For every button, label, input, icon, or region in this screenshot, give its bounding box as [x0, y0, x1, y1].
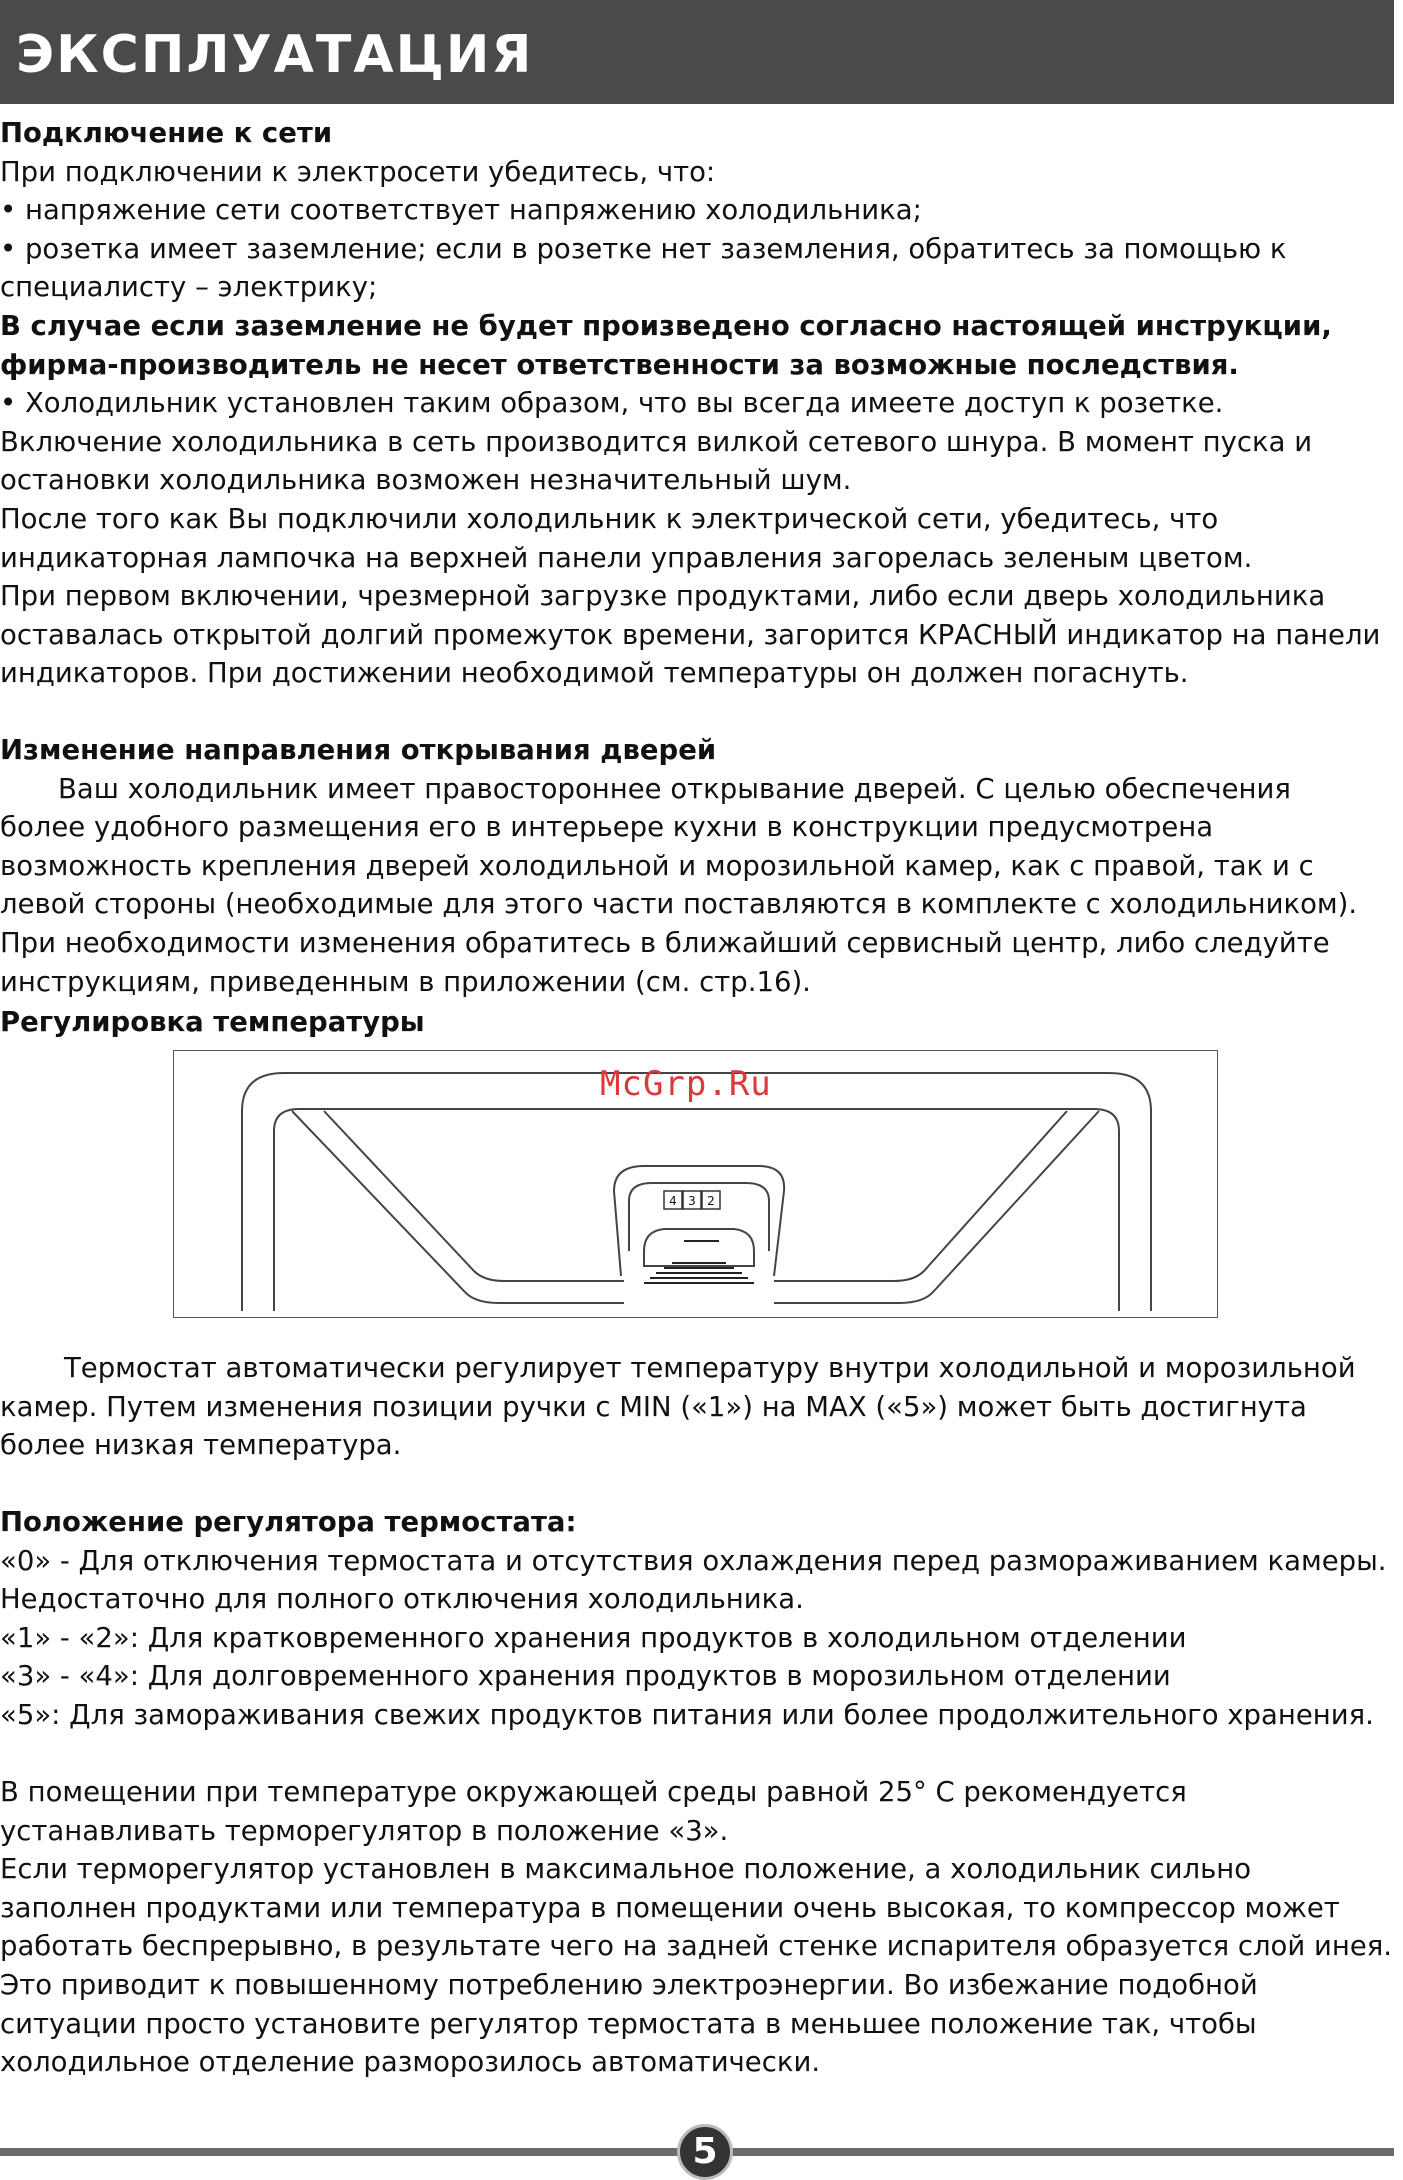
section-temperature-description: [0, 1349, 1400, 1465]
paragraph-line: Это приводит к повышенному потреблению электроэнергии. Во избежание подобной: [0, 1968, 1258, 2001]
watermark: McGrp.Ru: [600, 1064, 772, 1104]
section-title-positions: Положение регулятора термостата:: [0, 1506, 577, 1538]
paragraph-line: камер. Путем изменения позиции ручки с MIN («1») на MAX («5») может быть достигнута: [0, 1390, 1307, 1423]
section-power-connection: [0, 114, 1400, 693]
paragraph-line: индикаторная лампочка на верхней панели управления загорелась зеленым цветом.: [0, 541, 1253, 574]
dial-label: 3: [688, 1194, 696, 1208]
paragraph-line: Ваш холодильник имеет правостороннее открывание дверей. С целью обеспечения: [58, 772, 1291, 805]
paragraph-line: левой стороны (необходимые для этого части поставляются в комплекте с холодильником).: [0, 888, 1358, 921]
bullet-item-continuation: специалисту – электрику;: [0, 271, 378, 304]
paragraph-line: индикаторов. При достижении необходимой температуры он должен погаснуть.: [0, 657, 1189, 690]
position-item: «0» - Для отключения термостата и отсутствия охлаждения перед размораживанием камеры.: [0, 1544, 1387, 1577]
dial-label: 4: [669, 1194, 677, 1208]
paragraph-line: В помещении при температуре окружающей среды равной 25° С рекомендуется: [0, 1776, 1187, 1808]
page-title: ЭКСПЛУАТАЦИЯ: [16, 25, 534, 85]
section-recommendation: [0, 1773, 1400, 2082]
paragraph: При подключении к электросети убедитесь, что:: [0, 155, 716, 188]
page-header: [0, 0, 1394, 104]
section-door-direction: [0, 731, 1400, 1001]
paragraph-line: холодильное отделение разморозилось автоматически.: [0, 2046, 821, 2079]
paragraph-line: Включение холодильника в сеть производится вилкой сетевого шнура. В момент пуска и: [0, 425, 1313, 458]
paragraph-line: остановки холодильника возможен незначительный шум.: [0, 464, 852, 497]
dial-label: 2: [707, 1194, 715, 1208]
bullet-item: • розетка имеет заземление; если в розетке нет заземления, обратитесь за помощью к: [0, 230, 1400, 269]
position-item: «1» - «2»: Для кратковременного хранения продуктов в холодильном отделении: [0, 1621, 1187, 1654]
position-item: «5»: Для замораживания свежих продуктов питания или более продолжительного хранения.: [0, 1698, 1374, 1731]
paragraph-line: заполнен продуктами или температура в помещении очень высокая, то компрессор может: [0, 1891, 1340, 1924]
warning-text: фирма-производитель не несет ответственности за возможные последствия.: [0, 348, 1239, 381]
paragraph-line: При первом включении, чрезмерной загрузке продуктами, либо если дверь холодильника: [0, 580, 1326, 613]
paragraph-line: более низкая температура.: [0, 1429, 402, 1462]
bullet-item: • Холодильник установлен таким образом, что вы всегда имеете доступ к розетке.: [0, 384, 1400, 423]
page-number: 5: [692, 2131, 718, 2172]
page-number-badge: [677, 2124, 733, 2180]
paragraph-line: ситуации просто установите регулятор термостата в меньшее положение так, чтобы: [0, 2007, 1257, 2040]
paragraph-line: устанавливать терморегулятор в положение «3».: [0, 1814, 729, 1847]
paragraph-line: Если терморегулятор установлен в максимальное положение, а холодильник сильно: [0, 1853, 1252, 1886]
paragraph-line: возможность крепления дверей холодильной и морозильной камер, как с правой, так и с: [0, 849, 1314, 882]
paragraph-line: При необходимости изменения обратитесь в ближайший сервисный центр, либо следуйте: [0, 926, 1330, 959]
section-title-temperature: Регулировка температуры: [0, 1006, 425, 1038]
position-item-continuation: Недостаточно для полного отключения холодильника.: [0, 1583, 804, 1616]
paragraph-line: инструкциям, приведенным в приложении (см. стр.16).: [0, 965, 811, 998]
section-title-power: Подключение к сети: [0, 117, 333, 149]
paragraph-line: работать беспрерывно, в результате чего на задней стенке испарителя образуется слой инея.: [0, 1930, 1393, 1963]
paragraph-line: более удобного размещения его в интерьере кухни в конструкции предусмотрена: [0, 811, 1214, 844]
section-title-doors: Изменение направления открывания дверей: [0, 734, 717, 766]
position-item: «3» - «4»: Для долговременного хранения продуктов в морозильном отделении: [0, 1660, 1171, 1693]
section-thermostat-positions: [0, 1503, 1400, 1735]
bullet-item: • напряжение сети соответствует напряжению холодильника;: [0, 191, 1400, 230]
paragraph-line: Термостат автоматически регулирует температуру внутри холодильной и морозильной: [64, 1352, 1356, 1384]
paragraph-line: После того как Вы подключили холодильник к электрической сети, убедитесь, что: [0, 502, 1219, 535]
warning-text: В случае если заземление не будет произведено согласно настоящей инструкции,: [0, 309, 1332, 342]
paragraph-line: оставалась открытой долгий промежуток времени, загорится КРАСНЫЙ индикатор на панели: [0, 618, 1381, 651]
